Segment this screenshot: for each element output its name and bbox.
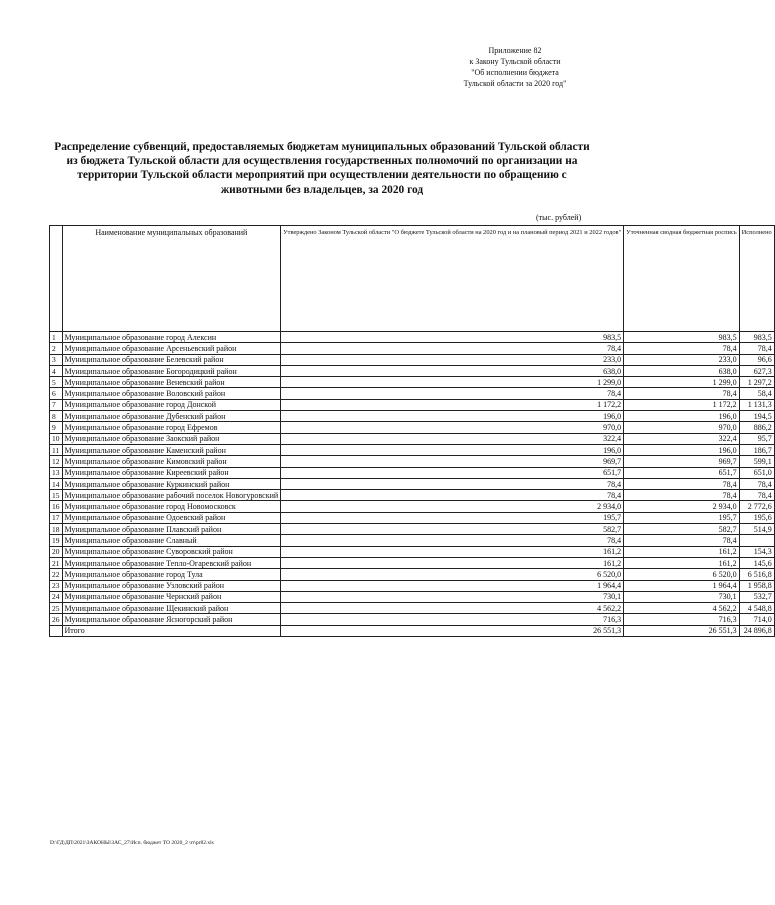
appendix-header (420, 45, 610, 89)
municipality-name: Муниципальное образование Чернский район (62, 591, 281, 602)
row-number: 8 (50, 411, 63, 422)
row-number: 12 (50, 456, 63, 467)
total-approved: 26 551,3 (281, 625, 624, 636)
refined-value: 6 520,0 (624, 569, 740, 580)
table-row (50, 557, 775, 568)
approved-value: 2 934,0 (281, 501, 624, 512)
refined-value: 322,4 (624, 433, 740, 444)
municipality-name: Муниципальное образование город Алексин (62, 332, 281, 343)
header-executed: Исполнено (739, 226, 774, 332)
table-row (50, 535, 775, 546)
executed-value: 58,4 (739, 388, 774, 399)
table-row (50, 422, 775, 433)
table-row (50, 501, 775, 512)
refined-value: 2 934,0 (624, 501, 740, 512)
row-number: 26 (50, 614, 63, 625)
approved-value: 196,0 (281, 411, 624, 422)
table-row (50, 444, 775, 455)
approved-value: 78,4 (281, 535, 624, 546)
table-row (50, 569, 775, 580)
executed-value: 95,7 (739, 433, 774, 444)
refined-value: 78,4 (624, 388, 740, 399)
executed-value: 651,0 (739, 467, 774, 478)
municipality-name: Муниципальное образование Заокский район (62, 433, 281, 444)
table-row (50, 377, 775, 388)
approved-value: 716,3 (281, 614, 624, 625)
executed-value: 627,3 (739, 365, 774, 376)
refined-value: 196,0 (624, 444, 740, 455)
total-refined: 26 551,3 (624, 625, 740, 636)
table-row (50, 399, 775, 410)
row-number: 3 (50, 354, 63, 365)
table-row (50, 591, 775, 602)
row-number: 6 (50, 388, 63, 399)
row-number: 1 (50, 332, 63, 343)
executed-value: 714,0 (739, 614, 774, 625)
municipality-name: Муниципальное образование рабочий поселок Новогуровский (62, 490, 281, 501)
approved-value: 730,1 (281, 591, 624, 602)
table-row (50, 546, 775, 557)
approved-value: 970,0 (281, 422, 624, 433)
municipality-name: Муниципальное образование Ясногорский район (62, 614, 281, 625)
table-row (50, 388, 775, 399)
row-number: 7 (50, 399, 63, 410)
executed-value: 983,5 (739, 332, 774, 343)
row-number: 20 (50, 546, 63, 557)
approved-value: 4 562,2 (281, 603, 624, 614)
executed-value: 78,4 (739, 490, 774, 501)
table-row (50, 433, 775, 444)
executed-value: 4 548,8 (739, 603, 774, 614)
approved-value: 161,2 (281, 557, 624, 568)
executed-value (739, 535, 774, 546)
row-number: 15 (50, 490, 63, 501)
approved-value: 196,0 (281, 444, 624, 455)
municipality-name: Муниципальное образование Дубенский район (62, 411, 281, 422)
refined-value: 1 172,2 (624, 399, 740, 410)
refined-value: 78,4 (624, 478, 740, 489)
approved-value: 161,2 (281, 546, 624, 557)
table-row (50, 365, 775, 376)
total-number-cell (50, 625, 63, 636)
total-executed: 24 896,8 (739, 625, 774, 636)
row-number: 22 (50, 569, 63, 580)
table-row (50, 490, 775, 501)
executed-value: 96,6 (739, 354, 774, 365)
appendix-line-3: "Об исполнении бюджета (471, 68, 559, 77)
refined-value: 970,0 (624, 422, 740, 433)
row-number: 19 (50, 535, 63, 546)
approved-value: 78,4 (281, 343, 624, 354)
refined-value: 983,5 (624, 332, 740, 343)
municipality-name: Муниципальное образование Куркинский район (62, 478, 281, 489)
refined-value: 4 562,2 (624, 603, 740, 614)
municipality-name: Муниципальное образование Воловский район (62, 388, 281, 399)
table-row (50, 524, 775, 535)
refined-value: 1 964,4 (624, 580, 740, 591)
municipality-name: Муниципальное образование Одоевский район (62, 512, 281, 523)
refined-value: 196,0 (624, 411, 740, 422)
municipality-name: Муниципальное образование город Новомосковск (62, 501, 281, 512)
row-number: 5 (50, 377, 63, 388)
municipality-name: Муниципальное образование Плавский район (62, 524, 281, 535)
executed-value: 1 131,3 (739, 399, 774, 410)
approved-value: 651,7 (281, 467, 624, 478)
row-number: 4 (50, 365, 63, 376)
table-row (50, 332, 775, 343)
executed-value: 514,9 (739, 524, 774, 535)
table-row (50, 603, 775, 614)
row-number: 10 (50, 433, 63, 444)
approved-value: 78,4 (281, 478, 624, 489)
row-number: 2 (50, 343, 63, 354)
appendix-line-1: Приложение 82 (488, 46, 542, 55)
executed-value: 886,2 (739, 422, 774, 433)
approved-value: 78,4 (281, 388, 624, 399)
table-row (50, 411, 775, 422)
row-number: 11 (50, 444, 63, 455)
approved-value: 233,0 (281, 354, 624, 365)
executed-value: 78,4 (739, 478, 774, 489)
header-approved: Утверждено Законом Тульской области "О бюджете Тульской области на 2020 год и на плановый период 2021 и 2022 годов" (281, 226, 624, 332)
approved-value: 6 520,0 (281, 569, 624, 580)
municipality-name: Муниципальное образование город Ефремов (62, 422, 281, 433)
municipality-name: Муниципальное образование Киреевский район (62, 467, 281, 478)
executed-value: 2 772,6 (739, 501, 774, 512)
refined-value: 716,3 (624, 614, 740, 625)
row-number: 14 (50, 478, 63, 489)
executed-value: 145,6 (739, 557, 774, 568)
refined-value: 78,4 (624, 535, 740, 546)
municipality-name: Муниципальное образование город Тула (62, 569, 281, 580)
approved-value: 1 299,0 (281, 377, 624, 388)
refined-value: 1 299,0 (624, 377, 740, 388)
municipality-name: Муниципальное образование Каменский район (62, 444, 281, 455)
row-number: 18 (50, 524, 63, 535)
row-number: 16 (50, 501, 63, 512)
approved-value: 983,5 (281, 332, 624, 343)
units-label: (тыс. рублей) (536, 213, 582, 222)
executed-value: 195,6 (739, 512, 774, 523)
table-row (50, 580, 775, 591)
refined-value: 233,0 (624, 354, 740, 365)
municipality-name: Муниципальное образование Славный (62, 535, 281, 546)
refined-value: 78,4 (624, 490, 740, 501)
refined-value: 730,1 (624, 591, 740, 602)
header-refined: Уточненная сводная бюджетная роспись (624, 226, 740, 332)
municipality-name: Муниципальное образование Узловский район (62, 580, 281, 591)
table-row (50, 343, 775, 354)
approved-value: 638,0 (281, 365, 624, 376)
table-row (50, 512, 775, 523)
municipality-name: Муниципальное образование Арсеньевский район (62, 343, 281, 354)
row-number: 24 (50, 591, 63, 602)
total-row (50, 625, 775, 636)
row-number: 25 (50, 603, 63, 614)
row-number: 13 (50, 467, 63, 478)
refined-value: 651,7 (624, 467, 740, 478)
approved-value: 582,7 (281, 524, 624, 535)
refined-value: 161,2 (624, 546, 740, 557)
header-number (50, 226, 63, 332)
table-row (50, 456, 775, 467)
table-header-row (50, 226, 775, 332)
municipality-name: Муниципальное образование Тепло-Огаревский район (62, 557, 281, 568)
table-row (50, 467, 775, 478)
row-number: 9 (50, 422, 63, 433)
executed-value: 1 297,2 (739, 377, 774, 388)
document-title: Распределение субвенций, предоставляемых бюджетам муниципальных образований Тульской области из бюджета Тульской области для осуществления государственных полномочий по организации на территории Тульской области мероприятий при осуществлении деятельности по обращению с животными без владельцев, за 2020 год (54, 141, 590, 196)
approved-value: 1 172,2 (281, 399, 624, 410)
municipality-name: Муниципальное образование Белевский район (62, 354, 281, 365)
executed-value: 1 958,8 (739, 580, 774, 591)
approved-value: 1 964,4 (281, 580, 624, 591)
executed-value: 186,7 (739, 444, 774, 455)
table-row (50, 478, 775, 489)
total-label: Итого (62, 625, 281, 636)
row-number: 17 (50, 512, 63, 523)
municipality-name: Муниципальное образование Богородицкий район (62, 365, 281, 376)
approved-value: 322,4 (281, 433, 624, 444)
row-number: 23 (50, 580, 63, 591)
executed-value: 78,4 (739, 343, 774, 354)
appendix-line-2: к Закону Тульской области (469, 57, 561, 66)
municipality-name: Муниципальное образование Веневский район (62, 377, 281, 388)
table-row (50, 354, 775, 365)
municipality-name: Муниципальное образование город Донской (62, 399, 281, 410)
row-number: 21 (50, 557, 63, 568)
refined-value: 969,7 (624, 456, 740, 467)
municipality-name: Муниципальное образование Кимовский район (62, 456, 281, 467)
executed-value: 194,5 (739, 411, 774, 422)
municipality-name: Муниципальное образование Суворовский район (62, 546, 281, 557)
approved-value: 78,4 (281, 490, 624, 501)
refined-value: 161,2 (624, 557, 740, 568)
approved-value: 969,7 (281, 456, 624, 467)
executed-value: 599,1 (739, 456, 774, 467)
subvention-table (49, 225, 775, 637)
refined-value: 638,0 (624, 365, 740, 376)
refined-value: 582,7 (624, 524, 740, 535)
appendix-line-4: Тульской области за 2020 год" (463, 79, 567, 88)
refined-value: 78,4 (624, 343, 740, 354)
file-path-footer: D:\ГД\ДП\2021\ЗАКОНЫ\ЗАС_27\Исп. бюджет ТО 2020_2 чт\pr82.xls (50, 840, 214, 846)
table-row (50, 614, 775, 625)
municipality-name: Муниципальное образование Щекинский район (62, 603, 281, 614)
executed-value: 6 516,8 (739, 569, 774, 580)
executed-value: 154,3 (739, 546, 774, 557)
executed-value: 532,7 (739, 591, 774, 602)
header-name: Наименование муниципальных образований (62, 226, 281, 332)
approved-value: 195,7 (281, 512, 624, 523)
refined-value: 195,7 (624, 512, 740, 523)
